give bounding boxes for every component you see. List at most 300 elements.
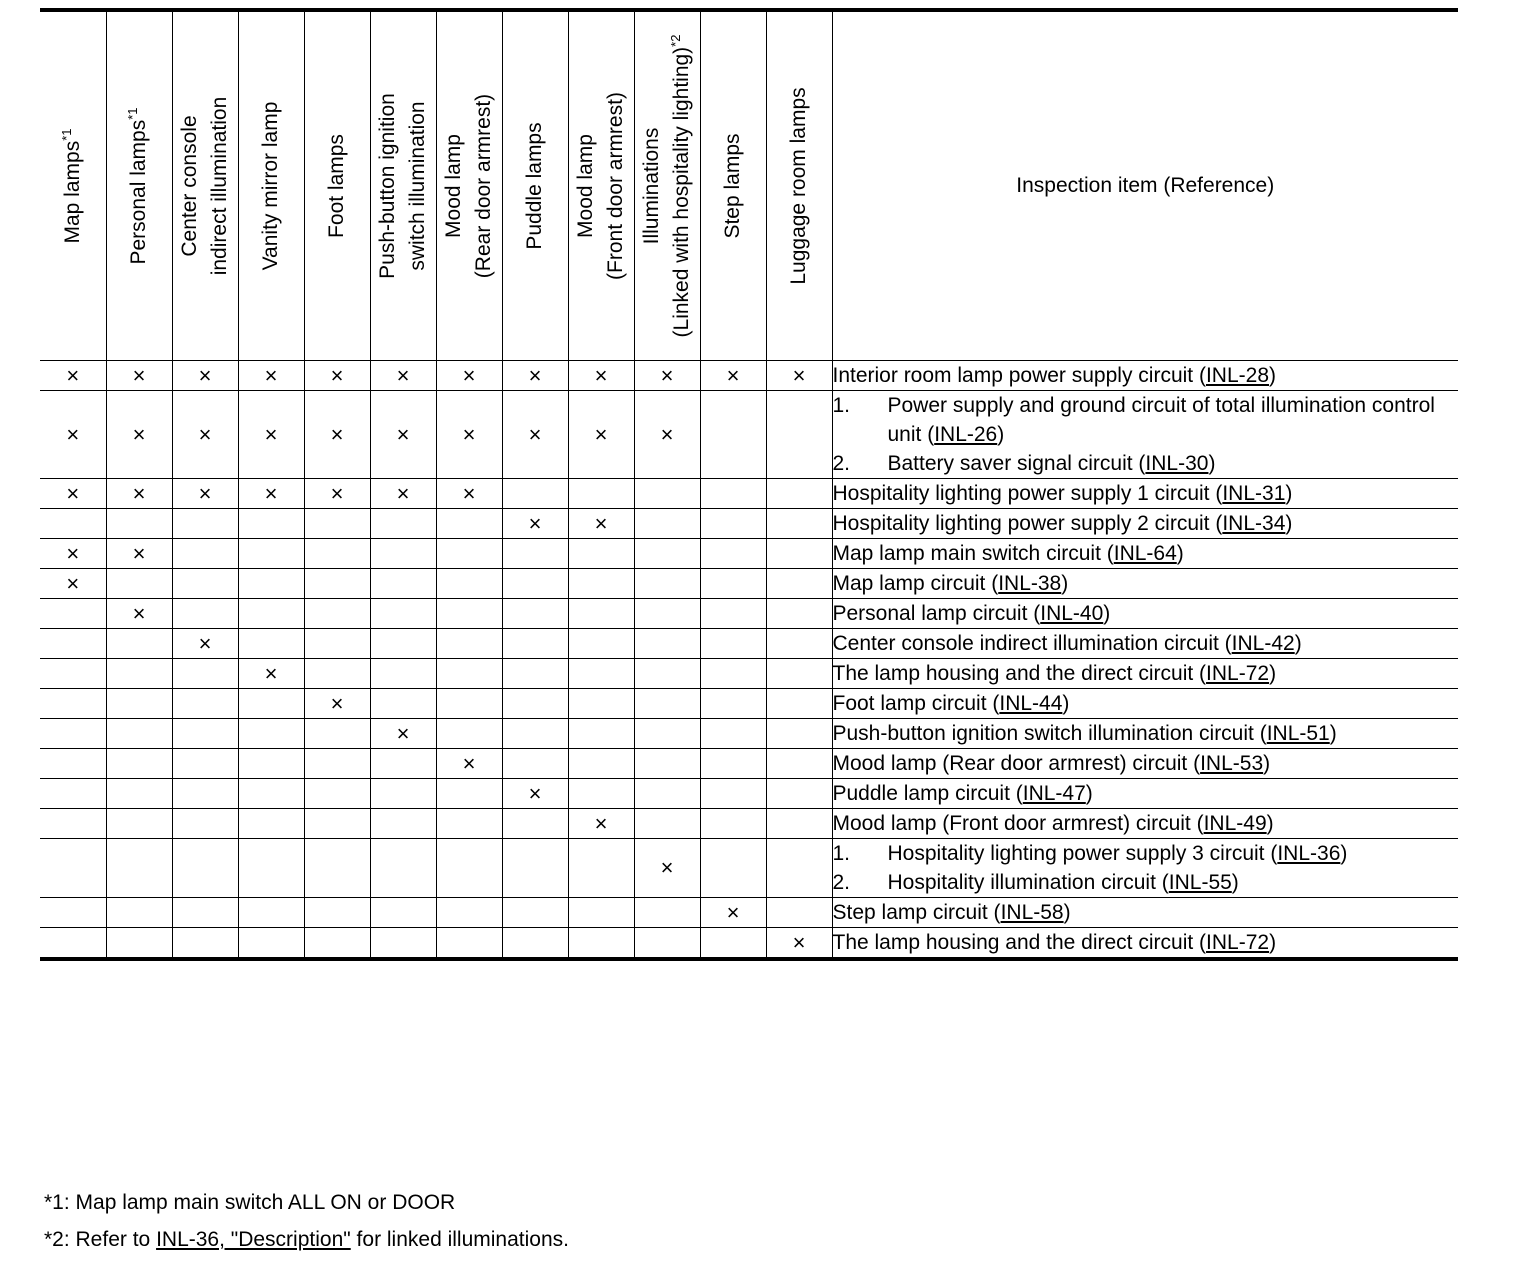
footnote-tail: for linked illuminations.	[350, 1228, 569, 1251]
item-closing: )	[1269, 662, 1277, 685]
mark-cell	[634, 928, 700, 960]
mark-cell	[304, 539, 370, 569]
item-closing: )	[1063, 901, 1071, 924]
reference-link[interactable]: INL-72	[1206, 662, 1270, 685]
mark-cell	[502, 361, 568, 391]
mark-cell	[766, 391, 832, 479]
inspection-item-cell	[832, 629, 1458, 659]
mark-cell	[634, 689, 700, 719]
column-header-label	[124, 107, 154, 264]
mark-cell	[172, 659, 238, 689]
mark-cell	[172, 509, 238, 539]
mark-cell	[172, 599, 238, 629]
item-closing: )	[1340, 842, 1348, 865]
mark-cell	[370, 779, 436, 809]
mark-cell	[436, 361, 502, 391]
mark-cell	[304, 629, 370, 659]
table-body	[40, 361, 1458, 960]
mark-cell	[106, 659, 172, 689]
mark-cell	[40, 839, 106, 898]
mark-cell	[172, 898, 238, 928]
check-mark: ×	[660, 855, 674, 880]
item-text	[833, 722, 1337, 745]
check-mark: ×	[264, 362, 278, 388]
mark-cell	[40, 659, 106, 689]
mark-cell	[568, 719, 634, 749]
inspection-item-cell	[832, 599, 1458, 629]
column-header-line: (Linked with hospitality lighting)	[670, 46, 693, 338]
mark-cell	[40, 539, 106, 569]
check-mark: ×	[132, 540, 146, 566]
mark-cell	[238, 629, 304, 659]
reference-link[interactable]: INL-42	[1231, 632, 1295, 655]
mark-cell	[40, 928, 106, 960]
check-mark: ×	[264, 421, 278, 447]
table-row	[40, 839, 1458, 898]
item-number: 1.	[832, 842, 851, 865]
mark-cell	[436, 779, 502, 809]
mark-cell	[238, 599, 304, 629]
inspection-item	[833, 361, 1459, 390]
column-header-label	[175, 97, 235, 276]
mark-cell	[634, 569, 700, 599]
mark-cell	[304, 599, 370, 629]
mark-cell	[634, 509, 700, 539]
table-row	[40, 689, 1458, 719]
mark-cell	[502, 839, 568, 898]
reference-link[interactable]: INL-36, "Description"	[156, 1228, 351, 1251]
item-closing: )	[1061, 572, 1069, 595]
mark-cell	[766, 809, 832, 839]
item-description: Mood lamp (Front door armrest) circuit (	[832, 812, 1204, 835]
inspection-item	[833, 391, 1459, 449]
column-header-line: Center console	[178, 115, 201, 257]
column-header-line: (Rear door armrest)	[472, 93, 495, 279]
column-header-label	[58, 129, 88, 244]
column-header-line: Luggage room lamps	[787, 87, 810, 285]
mark-cell	[436, 749, 502, 779]
mark-cell	[238, 391, 304, 479]
mark-cell	[436, 629, 502, 659]
table-row	[40, 539, 1458, 569]
mark-cell	[766, 659, 832, 689]
mark-cell	[172, 689, 238, 719]
mark-cell	[106, 361, 172, 391]
column-header-label	[439, 94, 499, 278]
column-header	[106, 10, 172, 361]
check-mark: ×	[594, 421, 608, 447]
mark-cell	[40, 689, 106, 719]
column-header-label	[637, 35, 697, 338]
inspection-item	[833, 509, 1459, 538]
item-text	[833, 931, 1277, 954]
mark-cell	[700, 539, 766, 569]
check-mark: ×	[132, 362, 146, 388]
mark-cell	[304, 928, 370, 960]
mark-cell	[238, 809, 304, 839]
inspection-item	[833, 719, 1459, 748]
table-row	[40, 629, 1458, 659]
mark-cell	[766, 719, 832, 749]
mark-cell	[304, 361, 370, 391]
mark-cell	[172, 928, 238, 960]
mark-cell	[568, 749, 634, 779]
mark-cell	[106, 928, 172, 960]
item-number: 2.	[832, 452, 851, 475]
mark-cell	[766, 509, 832, 539]
column-header-label	[784, 87, 814, 284]
item-description: Foot lamp circuit (	[832, 692, 1000, 715]
check-mark: ×	[792, 362, 806, 388]
item-description: Push-button ignition switch illumination circuit (	[832, 722, 1267, 745]
table-row	[40, 391, 1458, 479]
check-mark: ×	[198, 362, 212, 388]
mark-cell	[40, 779, 106, 809]
mark-cell	[766, 898, 832, 928]
check-mark: ×	[132, 480, 146, 506]
inspection-item	[833, 539, 1459, 568]
column-header-line: Vanity mirror lamp	[259, 101, 282, 271]
mark-cell	[370, 659, 436, 689]
inspection-item-cell	[832, 391, 1458, 479]
mark-cell	[568, 361, 634, 391]
mark-cell	[172, 629, 238, 659]
item-description: The lamp housing and the direct circuit (	[832, 931, 1207, 954]
item-description: Map lamp circuit (	[832, 572, 999, 595]
inspection-item	[833, 599, 1459, 628]
column-header-line: Mood lamp	[442, 134, 465, 238]
mark-cell	[766, 361, 832, 391]
mark-cell	[172, 539, 238, 569]
mark-cell	[568, 839, 634, 898]
mark-cell	[40, 719, 106, 749]
reference-link[interactable]: INL-28	[1205, 364, 1269, 387]
inspection-item-header: Inspection item (Reference)	[832, 10, 1458, 361]
inspection-item	[833, 779, 1459, 808]
mark-cell	[436, 509, 502, 539]
inspection-item	[833, 449, 1459, 478]
reference-link[interactable]: INL-72	[1206, 931, 1270, 954]
column-header-label	[571, 92, 631, 280]
mark-cell	[436, 659, 502, 689]
column-header-line: (Front door armrest)	[604, 92, 627, 280]
table-row	[40, 599, 1458, 629]
check-mark: ×	[660, 362, 674, 388]
check-mark: ×	[726, 362, 740, 388]
check-mark: ×	[198, 630, 212, 656]
mark-cell	[568, 479, 634, 509]
column-header-line: Foot lamps	[325, 134, 348, 238]
item-text	[833, 782, 1093, 805]
check-mark: ×	[594, 510, 608, 536]
mark-cell	[502, 719, 568, 749]
inspection-item-cell	[832, 719, 1458, 749]
check-mark: ×	[462, 421, 476, 447]
table-row	[40, 659, 1458, 689]
item-description: The lamp housing and the direct circuit (	[832, 662, 1207, 685]
mark-cell	[106, 539, 172, 569]
mark-cell	[700, 839, 766, 898]
inspection-item-cell	[832, 749, 1458, 779]
item-text	[888, 868, 1459, 897]
mark-cell	[568, 629, 634, 659]
item-number: 1.	[832, 394, 851, 417]
mark-cell	[172, 569, 238, 599]
item-closing: )	[1266, 812, 1274, 835]
check-mark: ×	[132, 421, 146, 447]
mark-cell	[568, 898, 634, 928]
mark-cell	[436, 928, 502, 960]
reference-link[interactable]: INL-31	[1222, 482, 1286, 505]
mark-cell	[568, 689, 634, 719]
column-header-line: Personal lamps	[127, 119, 150, 265]
item-text	[833, 901, 1071, 924]
check-mark: ×	[396, 720, 410, 746]
reference-link[interactable]: INL-55	[1168, 871, 1232, 894]
reference-link[interactable]: INL-49	[1203, 812, 1267, 835]
check-mark: ×	[132, 600, 146, 626]
inspection-item	[833, 928, 1459, 957]
mark-cell	[766, 928, 832, 960]
mark-cell	[106, 509, 172, 539]
column-header	[40, 10, 106, 361]
mark-cell	[40, 898, 106, 928]
column-header-label	[256, 102, 286, 271]
footnote-marker: *2	[668, 34, 683, 47]
mark-cell	[304, 719, 370, 749]
mark-cell	[370, 361, 436, 391]
mark-cell	[502, 749, 568, 779]
check-mark: ×	[66, 570, 80, 596]
mark-cell	[172, 479, 238, 509]
inspection-item-cell	[832, 928, 1458, 960]
inspection-item-cell	[832, 509, 1458, 539]
mark-cell	[568, 539, 634, 569]
mark-cell	[40, 599, 106, 629]
mark-cell	[766, 479, 832, 509]
inspection-item-cell	[832, 839, 1458, 898]
footnote-marker: *1	[58, 128, 74, 141]
table-row	[40, 509, 1458, 539]
mark-cell	[502, 629, 568, 659]
item-description: Hospitality lighting power supply 2 circuit (	[832, 512, 1223, 535]
item-description: Hospitality lighting power supply 3 circuit (	[887, 842, 1278, 865]
reference-link[interactable]: INL-64	[1113, 542, 1177, 565]
mark-cell	[238, 689, 304, 719]
check-mark: ×	[264, 660, 278, 686]
mark-cell	[40, 809, 106, 839]
item-description: Personal lamp circuit (	[832, 602, 1041, 625]
reference-link[interactable]: INL-47	[1022, 782, 1086, 805]
column-header	[238, 10, 304, 361]
footnote-marker: *1	[125, 107, 140, 120]
mark-cell	[370, 689, 436, 719]
mark-cell	[502, 659, 568, 689]
mark-cell	[634, 539, 700, 569]
item-text	[833, 662, 1277, 685]
mark-cell	[238, 749, 304, 779]
check-mark: ×	[594, 362, 608, 388]
reference-link[interactable]: INL-44	[999, 692, 1063, 715]
column-header	[436, 10, 502, 361]
column-header	[700, 10, 766, 361]
item-description: Mood lamp (Rear door armrest) circuit (	[832, 752, 1201, 775]
mark-cell	[304, 839, 370, 898]
mark-cell	[370, 629, 436, 659]
reference-link[interactable]: INL-38	[998, 572, 1062, 595]
mark-cell	[700, 898, 766, 928]
mark-cell	[634, 391, 700, 479]
check-mark: ×	[396, 421, 410, 447]
inspection-item-cell	[832, 898, 1458, 928]
inspection-item	[833, 868, 1459, 897]
mark-cell	[304, 749, 370, 779]
mark-cell	[106, 898, 172, 928]
check-mark: ×	[396, 362, 410, 388]
table-row	[40, 779, 1458, 809]
mark-cell	[766, 629, 832, 659]
check-mark: ×	[198, 480, 212, 506]
reference-link[interactable]: INL-58	[1000, 901, 1064, 924]
check-mark: ×	[396, 480, 410, 506]
item-description: Center console indirect illumination circuit (	[832, 632, 1232, 655]
mark-cell	[502, 509, 568, 539]
inspection-item	[833, 689, 1459, 718]
mark-cell	[436, 898, 502, 928]
mark-cell	[370, 719, 436, 749]
mark-cell	[766, 569, 832, 599]
inspection-item-cell	[832, 689, 1458, 719]
mark-cell	[700, 809, 766, 839]
mark-cell	[634, 479, 700, 509]
mark-cell	[502, 689, 568, 719]
mark-cell	[304, 809, 370, 839]
mark-cell	[172, 749, 238, 779]
mark-cell	[172, 839, 238, 898]
item-text	[833, 542, 1184, 565]
column-header-line: Push-button ignition	[376, 93, 399, 279]
item-closing: )	[1263, 752, 1271, 775]
mark-cell	[106, 479, 172, 509]
mark-cell	[40, 361, 106, 391]
column-header	[766, 10, 832, 361]
table-row	[40, 569, 1458, 599]
mark-cell	[568, 779, 634, 809]
column-header	[172, 10, 238, 361]
mark-cell	[700, 719, 766, 749]
mark-cell	[700, 479, 766, 509]
mark-cell	[304, 391, 370, 479]
item-closing: )	[1269, 364, 1276, 387]
inspection-item	[833, 898, 1459, 927]
footnotes	[44, 1184, 569, 1258]
check-mark: ×	[66, 421, 80, 447]
mark-cell	[40, 509, 106, 539]
column-header-label	[520, 122, 550, 249]
reference-link[interactable]: INL-30	[1145, 452, 1209, 475]
mark-cell	[370, 391, 436, 479]
mark-cell	[568, 509, 634, 539]
inspection-item	[833, 809, 1459, 838]
item-text	[888, 391, 1459, 449]
inspection-table	[40, 8, 1458, 961]
item-closing: )	[1285, 482, 1293, 505]
mark-cell	[106, 689, 172, 719]
mark-cell	[304, 689, 370, 719]
mark-cell	[238, 569, 304, 599]
inspection-item-cell	[832, 539, 1458, 569]
mark-cell	[370, 599, 436, 629]
mark-cell	[106, 749, 172, 779]
item-text	[833, 364, 1277, 387]
mark-cell	[370, 509, 436, 539]
footnote-text: *2: Refer to	[44, 1228, 157, 1251]
item-text	[888, 449, 1459, 478]
item-description: Puddle lamp circuit (	[832, 782, 1023, 805]
mark-cell	[304, 479, 370, 509]
mark-cell	[700, 569, 766, 599]
footnote-line	[44, 1221, 569, 1258]
mark-cell	[304, 659, 370, 689]
item-closing: )	[1062, 692, 1070, 715]
check-mark: ×	[66, 540, 80, 566]
mark-cell	[568, 391, 634, 479]
mark-cell	[304, 779, 370, 809]
mark-cell	[766, 749, 832, 779]
column-header-line: Step lamps	[721, 133, 744, 239]
reference-link[interactable]: INL-36	[1277, 842, 1341, 865]
mark-cell	[370, 809, 436, 839]
item-closing: )	[1176, 542, 1184, 565]
item-text	[833, 572, 1069, 595]
mark-cell	[304, 898, 370, 928]
check-mark: ×	[330, 480, 344, 506]
mark-cell	[370, 749, 436, 779]
mark-cell	[634, 839, 700, 898]
mark-cell	[766, 539, 832, 569]
table-row	[40, 749, 1458, 779]
footnote-line	[44, 1184, 569, 1221]
reference-link[interactable]: INL-34	[1222, 512, 1286, 535]
mark-cell	[700, 629, 766, 659]
check-mark: ×	[726, 899, 740, 925]
check-mark: ×	[264, 480, 278, 506]
check-mark: ×	[198, 421, 212, 447]
mark-cell	[370, 839, 436, 898]
mark-cell	[40, 569, 106, 599]
column-header-label	[322, 134, 352, 238]
mark-cell	[238, 779, 304, 809]
mark-cell	[502, 479, 568, 509]
mark-cell	[238, 509, 304, 539]
mark-cell	[106, 629, 172, 659]
reference-link[interactable]: INL-40	[1040, 602, 1104, 625]
check-mark: ×	[330, 690, 344, 716]
reference-link[interactable]: INL-26	[934, 423, 998, 446]
table-row	[40, 361, 1458, 391]
item-description: Battery saver signal circuit (	[887, 452, 1146, 475]
check-mark: ×	[462, 362, 476, 388]
item-description: Power supply and ground circuit of total illumination control unit (	[887, 394, 1435, 446]
inspection-item	[833, 749, 1459, 778]
mark-cell	[568, 599, 634, 629]
reference-link[interactable]: INL-53	[1200, 752, 1264, 775]
mark-cell	[370, 928, 436, 960]
check-mark: ×	[528, 421, 542, 447]
column-header-line: Map lamps	[60, 140, 84, 244]
reference-link[interactable]: INL-51	[1266, 722, 1330, 745]
mark-cell	[106, 569, 172, 599]
